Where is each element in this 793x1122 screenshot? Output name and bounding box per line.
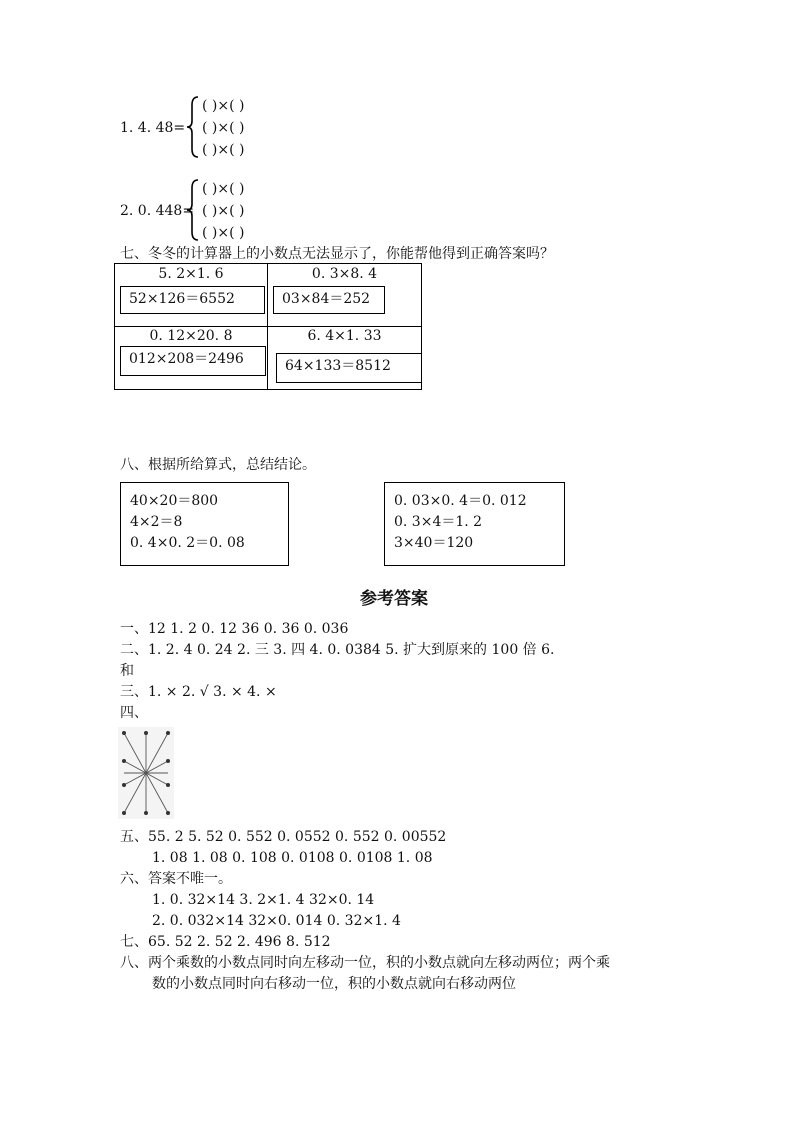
answer-4: 四、	[120, 705, 148, 721]
section-7-title: 七、冬冬的计算器上的小数点无法显示了，你能帮他得到正确答案吗？	[120, 246, 554, 262]
answer-3: 三、1. × 2. √ 3. × 4. ×	[120, 684, 277, 700]
equation: 0. 3×4＝1. 2	[394, 514, 483, 530]
example-box-left	[120, 482, 289, 566]
answer-2-continued: 和	[120, 663, 134, 679]
blank-row[interactable]: ( )×( )	[202, 203, 245, 219]
answer-5: 五、55. 2 5. 52 0. 552 0. 0552 0. 552 0. 00552	[120, 829, 447, 845]
brace-icon	[186, 95, 200, 159]
blank-row[interactable]: ( )×( )	[202, 98, 245, 114]
blank-row[interactable]: ( )×( )	[202, 225, 245, 241]
equation: 0. 4×0. 2＝0. 08	[130, 535, 245, 551]
cell-result: 012×208＝2496	[120, 346, 266, 376]
answer-8-continued: 数的小数点同时向右移动一位，积的小数点就向右移动两位	[152, 976, 516, 992]
table-divider	[115, 326, 421, 327]
cell-expression: 0. 3×8. 4	[311, 266, 378, 282]
answer-7: 七、65. 52 2. 52 2. 496 8. 512	[120, 934, 331, 950]
equation: 3×40＝120	[394, 535, 474, 551]
answer-1: 一、12 1. 2 0. 12 36 0. 36 0. 036	[120, 621, 349, 637]
cell-result: 64×133＝8512	[276, 353, 422, 383]
blank-row[interactable]: ( )×( )	[202, 181, 245, 197]
blank-row[interactable]: ( )×( )	[202, 120, 245, 136]
cell-expression: 6. 4×1. 33	[307, 328, 382, 344]
answer-6: 六、答案不唯一。	[120, 871, 232, 887]
blank-row[interactable]: ( )×( )	[202, 142, 245, 158]
answer-5-continued: 1. 08 1. 08 0. 108 0. 0108 0. 0108 1. 08	[152, 850, 433, 866]
calculator-table	[114, 263, 422, 390]
answers-title: 参考答案	[360, 589, 428, 609]
section-8-title: 八、根据所给算式，总结结论。	[120, 457, 316, 473]
answer-6-line-1: 1. 0. 32×14 3. 2×1. 4 32×0. 14	[152, 892, 375, 908]
line-diagram	[118, 727, 174, 819]
equation: 40×20＝800	[130, 493, 219, 509]
brace-icon	[186, 178, 200, 242]
answer-6-line-2: 2. 0. 032×14 32×0. 014 0. 32×1. 4	[152, 913, 401, 929]
cell-result: 52×126＝6552	[120, 286, 265, 314]
answer-2: 二、1. 2. 4 0. 24 2. 三 3. 四 4. 0. 0384 5. 扩大到原来的 100 倍 6.	[120, 642, 555, 658]
example-box-right	[384, 482, 565, 566]
equation: 0. 03×0. 4＝0. 012	[394, 493, 527, 509]
cell-expression: 0. 12×20. 8	[149, 328, 233, 344]
question-2-label: 2. 0. 448=	[120, 203, 195, 219]
question-1-label: 1. 4. 48=	[120, 120, 186, 136]
answer-8: 八、两个乘数的小数点同时向左移动一位，积的小数点就向左移动两位；两个乘	[120, 955, 610, 971]
cell-expression: 5. 2×1. 6	[158, 266, 224, 282]
cell-result: 03×84＝252	[273, 286, 385, 314]
equation: 4×2＝8	[130, 514, 183, 530]
